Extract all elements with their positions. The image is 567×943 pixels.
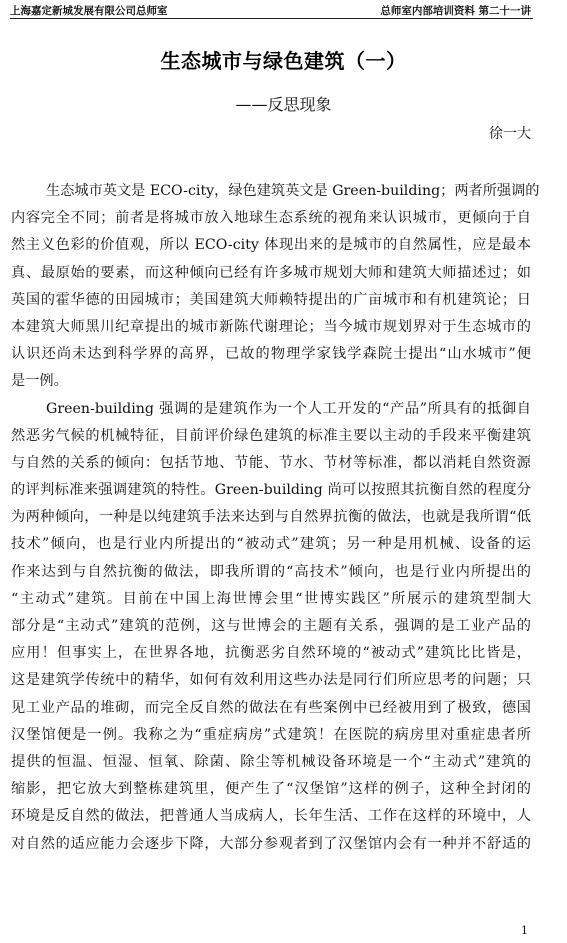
paragraph-line: 技术”倾向，也是行业内所提出的“被动式”建筑；另一种是用机械、设备的运	[11, 536, 531, 553]
paragraph-line: 见工业产品的堆砌，而完全反自然的做法在有些案例中已经被用到了极致，德国	[11, 699, 531, 716]
paragraph-line: 为两种倾向，一种是以纯建筑手法来达到与自然界抗衡的做法，也就是我所谓“低	[11, 509, 531, 526]
page-number: 1	[521, 924, 528, 937]
paragraph-line: 应用！但事实上，在世界各地，抗衡恶劣自然环境的“被动式”建筑比比皆是，	[11, 645, 531, 662]
body-text	[11, 178, 540, 858]
paragraph-line: 部分是“主动式”建筑的范例，这与世博会的主题有关系，强调的是工业产品的	[11, 618, 531, 634]
paragraph-line: 对自然的适应能力会逐步下降，大部分参观者到了汉堡馆内会有一种并不舒适的	[11, 835, 531, 852]
paragraph-line: 内容完全不同；前者是将城市放入地球生态系统的视角来认识城市，更倾向于自	[11, 210, 531, 227]
paragraph-line: 作来达到与自然抗衡的做法，即我所谓的“高技术”倾向，也是行业内所提出的	[11, 563, 531, 580]
paragraph-line: 缩影，把它放大到整栋建筑里，便产生了“汉堡馆”这样的例子，这种全封闭的	[11, 781, 531, 798]
paragraph-line: 与自然的关系的倾向：包括节地、节能、节水、节材等标准，都以消耗自然资源	[11, 454, 531, 471]
paragraph-line: 真、最原始的要素，而这种倾向已经有许多城市规划大师和建筑大师描述过；如	[11, 264, 531, 281]
paragraph-line: 然恶劣气候的机械特征，目前评价绿色建筑的标准主要以主动的手段来平衡建筑	[11, 427, 531, 444]
paragraph-line: 的评判标准来强调建筑的特性。Green-building 尚可以按照其抗衡自然的程度分	[11, 482, 531, 499]
paragraph-line: 环境是反自然的做法，把普通人当成病人，长年生活、工作在这样的环境中，人	[11, 808, 531, 825]
paragraph-line: 提供的恒温、恒湿、恒氧、除菌、除尘等机械设备环境是一个“主动式”建筑的	[11, 753, 531, 770]
paragraph-line: 生态城市英文是 ECO-city，绿色建筑英文是 Green-building；两者所强调的	[46, 183, 540, 199]
running-header	[10, 3, 531, 19]
header-series-info: 总师室内部培训资料 第二十一讲	[380, 5, 531, 17]
paragraph-line: 英国的霍华德的田园城市；美国建筑大师赖特提出的广亩城市和有机建筑论；日	[11, 291, 531, 308]
paragraph-line: 认识还尚未达到科学界的高界，已故的物理学家钱学森院士提出“山水城市”便	[11, 346, 531, 363]
paragraph-line: 本建筑大师黑川纪章提出的城市新陈代谢理论；当今城市规划界对于生态城市的	[11, 318, 531, 335]
document-title: 生态城市与绿色建筑（一）	[160, 49, 407, 73]
document-subtitle: ——反思现象	[235, 95, 332, 114]
paragraph-line: 是一例。	[11, 373, 68, 390]
paragraph-line: 这是建筑学传统中的精华，如何有效利用这些办法是同行们所应思考的问题；只	[11, 672, 531, 689]
header-organization: 上海嘉定新城发展有限公司总师室	[10, 5, 168, 17]
header-rule	[10, 18, 533, 19]
paragraph-line: Green-building 强调的是建筑作为一个人工开发的“产品”所具有的抵御自	[46, 400, 531, 417]
paragraph-line: 然主义色彩的价值观，所以 ECO-city 体现出来的是城市的自然属性，应是最本	[11, 237, 531, 254]
document-author: 徐一大	[489, 126, 531, 142]
paragraph-line: 汉堡馆便是一例。我称之为“重症病房”式建筑！在医院的病房里对重症患者所	[11, 726, 531, 743]
paragraph-line: “主动式”建筑。目前在中国上海世博会里“世博实践区”所展示的建筑型制大	[11, 590, 531, 607]
